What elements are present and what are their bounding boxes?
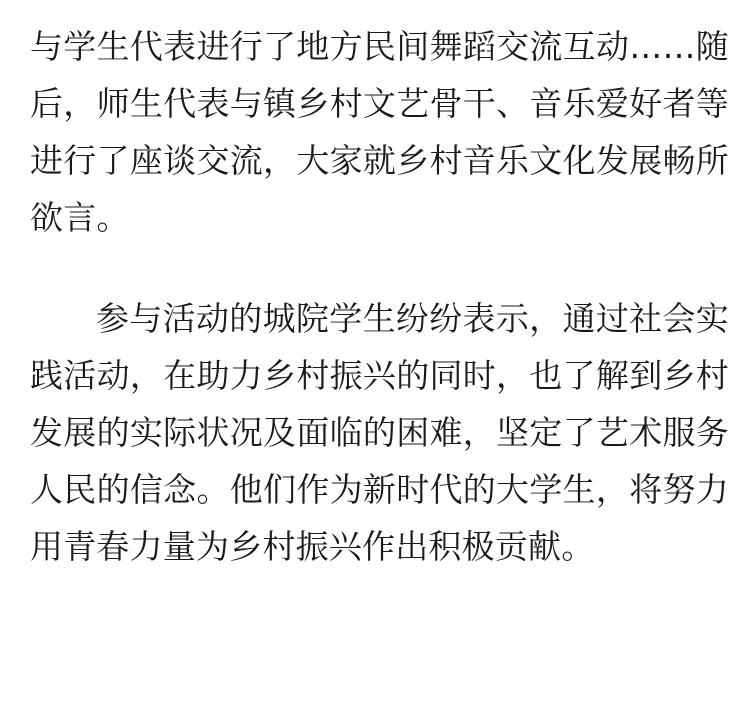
paragraph-1: 与学生代表进行了地方民间舞蹈交流互动……随后，师生代表与镇乡村文艺骨干、音乐爱好者等进行了座谈交流，大家就乡村音乐文化发展畅所欲言。 [30, 27, 729, 237]
paragraph-2: 参与活动的城院学生纷纷表示，通过社会实践活动，在助力乡村振兴的同时，也了解到乡村发展的实际状况及面临的困难，坚定了艺术服务人民的信念。他们作为新时代的大学生，将努力用青春力量为乡村振兴作出积极贡献。 [30, 299, 729, 566]
article-body [30, 18, 729, 575]
